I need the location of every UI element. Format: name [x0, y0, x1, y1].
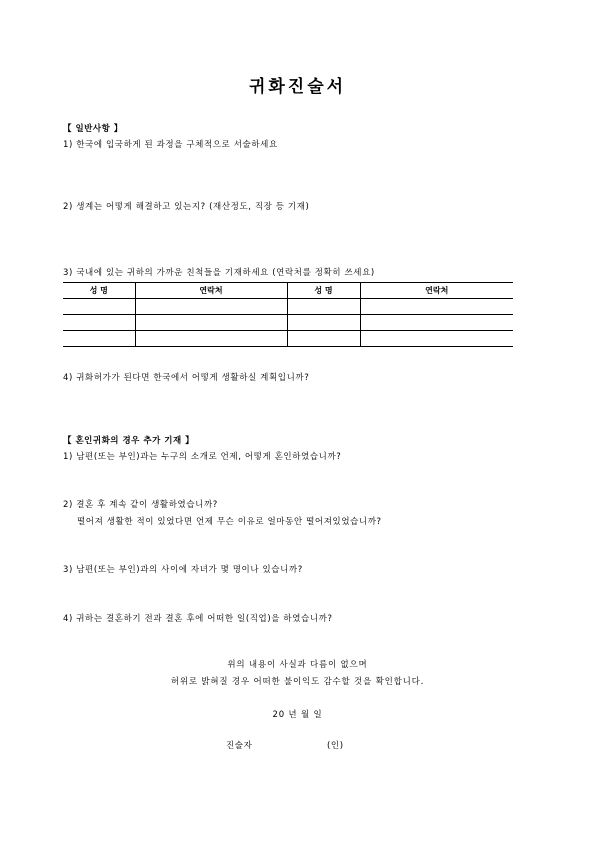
contact-cell[interactable]: [360, 331, 513, 347]
declaration-line-2: 허위로 밝혀질 경우 어떠한 불이익도 감수할 것을 확인합니다.: [170, 677, 425, 687]
header-name-1: 성 명: [63, 283, 135, 299]
marriage-question-4: 4) 귀하는 결혼하기 전과 결혼 후에 어떠한 일(직업)을 하였습니까?: [63, 614, 333, 624]
general-question-2: 2) 생계는 어떻게 해결하고 있는지? (재산정도, 직장 등 기재): [63, 202, 310, 212]
contact-cell[interactable]: [135, 315, 287, 331]
name-cell[interactable]: [287, 315, 360, 331]
marriage-question-2: 2) 결혼 후 계속 같이 생활하였습니까?: [63, 500, 218, 510]
header-name-2: 성 명: [287, 283, 360, 299]
marriage-question-2-detail: 떨어져 생활한 적이 있었다면 언제 무슨 이유로 얼마동안 떨어져있었습니까?: [77, 517, 382, 527]
contact-cell[interactable]: [360, 299, 513, 315]
table-header-row: [63, 283, 513, 299]
general-question-3: 3) 국내에 있는 귀하의 가까운 친척들을 기재하세요 (연락처를 정확히 쓰세요): [63, 268, 375, 278]
general-question-4: 4) 귀화허가가 된다면 한국에서 어떻게 생활하실 계획입니까?: [63, 373, 310, 383]
name-cell[interactable]: [63, 315, 135, 331]
name-cell[interactable]: [287, 299, 360, 315]
relatives-contact-table: [63, 282, 513, 347]
contact-cell[interactable]: [135, 299, 287, 315]
signer-label: 진술자: [226, 741, 253, 751]
name-cell[interactable]: [287, 331, 360, 347]
seal-mark: (인): [327, 741, 344, 751]
table-row: [63, 331, 513, 347]
contact-cell[interactable]: [360, 315, 513, 331]
marriage-question-3: 3) 남편(또는 부인)과의 사이에 자녀가 몇 명이나 있습니까?: [63, 565, 303, 575]
name-cell[interactable]: [63, 299, 135, 315]
declaration-line-1: 위의 내용이 사실과 다름이 없으며: [227, 660, 368, 670]
marriage-section-heading: 【 혼인귀화의 경우 추가 기재 】: [63, 436, 195, 446]
document-title: 귀화진술서: [248, 77, 347, 97]
signer-name-field[interactable]: [262, 736, 324, 748]
table-row: [63, 315, 513, 331]
header-contact-1: 연락처: [135, 283, 287, 299]
date-line: 20 년 월 일: [272, 710, 323, 720]
general-section-heading: 【 일반사항 】: [63, 124, 123, 134]
contact-cell[interactable]: [135, 331, 287, 347]
table-row: [63, 299, 513, 315]
general-question-1: 1) 한국에 입국하게 된 과정을 구체적으로 서술하세요: [63, 140, 278, 150]
marriage-question-1: 1) 남편(또는 부인)과는 누구의 소개로 언제, 어떻게 혼인하였습니까?: [63, 452, 342, 462]
name-cell[interactable]: [63, 331, 135, 347]
header-contact-2: 연락처: [360, 283, 513, 299]
